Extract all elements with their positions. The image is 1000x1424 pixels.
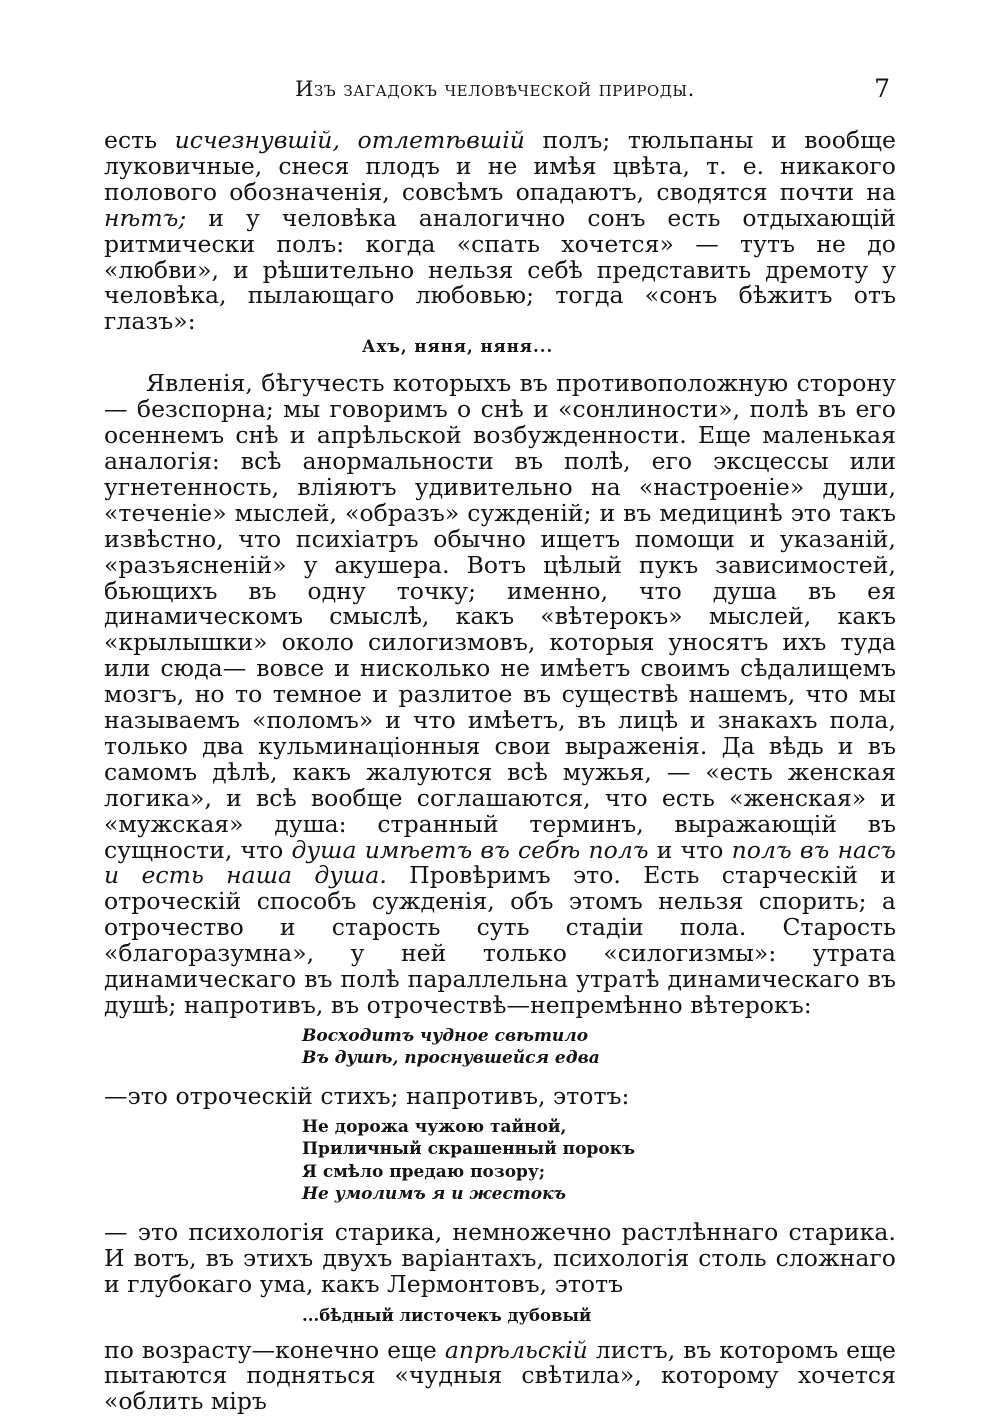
verse-1-line-1: Ахъ, няня, няня... [362,337,554,357]
paragraph-1-text-b: полъ; тюльпаны и вообще луковичные, снеся плодъ и не имѣя цвѣта, т. е. никакого полового обозначенія, совсѣмъ опадаютъ, сводятся почти на [104,126,896,206]
paragraph-2-text-b: и что [648,835,732,864]
paragraph-5 [104,1335,896,1416]
verse-3-line-3: Я смѣло предаю позору; [302,1161,546,1182]
page-body [104,128,896,1415]
verse-quote-1 [362,337,896,357]
paragraph-2-text-a: Явленія, бѣгучесть которыхъ въ противоположную сторону — безспорна; мы говоримъ о снѣ и «сонлиности», полѣ въ его осеннемъ снѣ и апрѣльской возбужденности. Еще маленькая аналогія: всѣ анормальности въ полѣ, его эксцессы или угнетенность, вліяютъ удивительно на «настроеніе» души, «теченіе» мыслей, «образъ» сужденій; и въ медицинѣ это такъ извѣстно, что психіатръ обычно ищетъ помощи и указаній, «разъясненій» у акушера. Вотъ цѣлый пукъ зависимостей, бьющихъ въ одну точку; именно, что душа въ ея динамическомъ смыслѣ, какъ «вѣтерокъ» мыслей, какъ «крылышки» около силогизмовъ, которыя уносятъ ихъ туда или сюда— вовсе и нисколько не имѣетъ своимъ сѣдалищемъ мозгъ, но то темное и разлитое въ существѣ нашемъ, что мы называемъ «поломъ» и что имѣетъ, въ лицѣ и знакахъ пола, только два кульминаціонныя свои выраженія. Да вѣдь и въ самомъ дѣлѣ, какъ жалуются всѣ мужья, — «есть женская логика», и всѣ вообще соглашаются, что есть «женская» и «мужская» душа: странный терминъ, выражающій въ сущности, что [104,369,896,864]
paragraph-4: — это психологія старика, немножечно растлѣннаго старика. И вотъ, въ этихъ двухъ варіантахъ, психологія столь сложнаго и глубокаго ума, какъ Лермонтовъ, этотъ [104,1217,896,1298]
paragraph-1-text-c: и у человѣка аналогично сонъ есть отдыхающій ритмически полъ: когда «спать хочется» — тутъ не до «любви», и рѣшительно нельзя себѣ представить дремоту у человѣка, пылающаго любовью; тогда «сонъ бѣжитъ отъ глазъ»: [104,203,896,336]
paragraph-2-italic-b: полъ въ насъ и есть наша душа. [104,835,896,890]
paragraph-5-italic-a: апрѣльскій [444,1335,588,1364]
paragraph-5-text-a: по возрасту—конечно еще [104,1335,445,1364]
paragraph-1-italic-a: исчезнувшій, отлетѣвшій [174,126,525,154]
paragraph-5-text-b: листъ, въ которомъ еще пытаются подняться «чудныя свѣтила», которому хочется «облить міръ [104,1335,896,1416]
paragraph-1 [104,128,896,335]
paragraph-1-italic-b: нѣтъ; [104,203,187,232]
paragraph-2 [104,371,896,1019]
verse-4-line-1: ...бѣдный листочекъ дубовый [302,1305,592,1325]
verse-quote-4 [302,1306,896,1326]
paragraph-1-text-a: есть [104,126,175,154]
verse-2-line-2: Въ душѣ, проснувшейся едва [302,1048,600,1069]
running-head [100,74,890,108]
running-title: Изъ загадокъ человѣческой природы. [295,77,695,101]
paragraph-2-italic-a: душа имѣетъ въ себѣ полъ [291,835,649,864]
verse-2-line-1: Восходитъ чудное свѣтило [302,1025,589,1046]
verse-quote-3 [302,1116,896,1206]
page-number: 7 [874,74,890,103]
verse-3-line-2: Приличный скрашенный порокъ [302,1139,635,1160]
verse-3-line-1: Не дорожа чужою тайной, [302,1116,567,1137]
verse-3-line-4: Не умолимъ я и жестокъ [302,1184,566,1205]
verse-quote-2 [302,1025,896,1070]
paragraph-2-text-c: Провѣримъ это. Есть старческій и отроческій способъ сужденія, объ этомъ нельзя спорить; а отрочество и старость суть стадіи пола. Старость «благоразумна», у ней только «силогизмы»: утрата динамическаго въ полѣ параллельна утратѣ динамическаго въ душѣ; напротивъ, въ отрочествѣ—непремѣнно вѣтерокъ: [104,861,897,1019]
paragraph-3: —это отроческій стихъ; напротивъ, этотъ: [104,1081,630,1110]
